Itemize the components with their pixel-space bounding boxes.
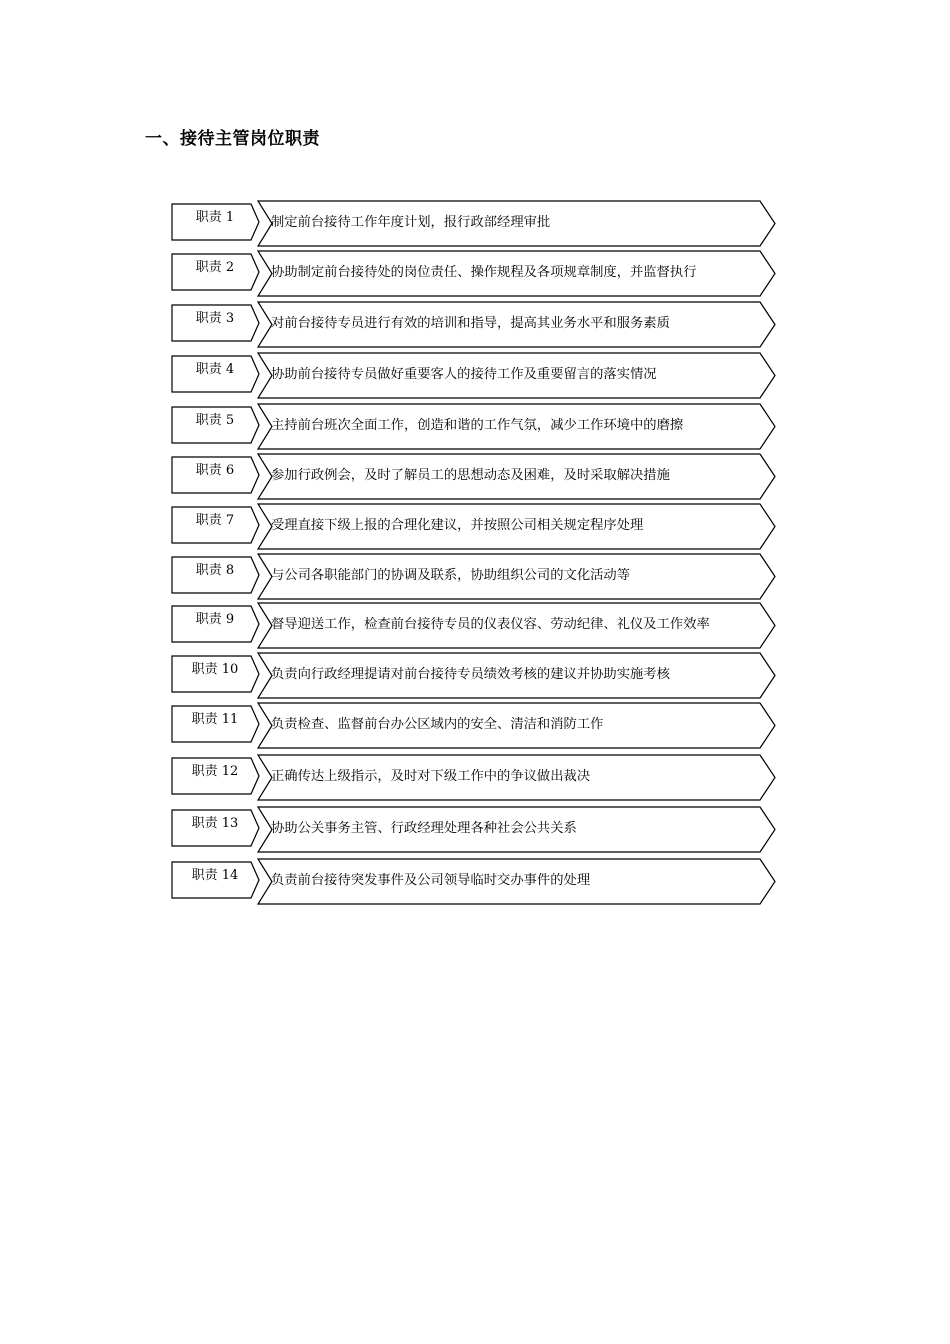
duty-text: 督导迎送工作，检查前台接待专员的仪表仪容、劳动纪律、礼仪及工作效率 [271,617,710,632]
duty-row [171,702,777,750]
duty-label: 职责 2 [195,260,235,275]
duty-text: 受理直接下级上报的合理化建议，并按照公司相关规定程序处理 [271,518,644,533]
duty-label: 职责 12 [191,764,239,779]
duty-text: 主持前台班次全面工作，创造和谐的工作气氛，减少工作环境中的磨擦 [271,418,684,433]
duty-text: 对前台接待专员进行有效的培训和指导，提高其业务水平和服务素质 [271,316,670,331]
duty-label: 职责 1 [195,210,235,225]
duty-label: 职责 4 [195,362,235,377]
duty-row [171,602,777,650]
duty-text: 制定前台接待工作年度计划，报行政部经理审批 [271,215,551,230]
duty-text: 负责向行政经理提请对前台接待专员绩效考核的建议并协助实施考核 [271,667,670,682]
duty-row [171,453,777,501]
duty-row [171,503,777,551]
duty-row [171,200,777,248]
duty-text: 负责检查、监督前台办公区域内的安全、清洁和消防工作 [271,717,604,732]
duty-label: 职责 5 [195,413,235,428]
duty-text: 与公司各职能部门的协调及联系，协助组织公司的文化活动等 [271,568,631,583]
duty-label: 职责 9 [195,612,235,627]
duty-text: 协助前台接待专员做好重要客人的接待工作及重要留言的落实情况 [271,367,657,382]
duty-label: 职责 13 [191,816,239,831]
duty-label: 职责 7 [195,513,235,528]
duty-text: 正确传达上级指示，及时对下级工作中的争议做出裁决 [271,769,591,784]
duty-row [171,403,777,451]
duty-text: 负责前台接待突发事件及公司领导临时交办事件的处理 [271,873,591,888]
duty-row [171,806,777,854]
duty-row [171,858,777,906]
duty-label: 职责 14 [191,868,239,883]
duty-row [171,553,777,601]
duty-text: 协助制定前台接待处的岗位责任、操作规程及各项规章制度，并监督执行 [271,265,697,280]
duty-row [171,250,777,298]
duty-label: 职责 8 [195,563,235,578]
duty-label: 职责 11 [191,712,239,727]
duty-row [171,352,777,400]
duty-text: 协助公关事务主管、行政经理处理各种社会公共关系 [271,821,577,836]
duty-label: 职责 10 [191,662,239,677]
duty-row [171,301,777,349]
duty-text: 参加行政例会，及时了解员工的思想动态及困难，及时采取解决措施 [271,468,670,483]
page-title: 一、接待主管岗位职责 [145,129,320,149]
duty-row [171,652,777,700]
duty-row [171,754,777,802]
duty-label: 职责 3 [195,311,235,326]
duty-label: 职责 6 [195,463,235,478]
